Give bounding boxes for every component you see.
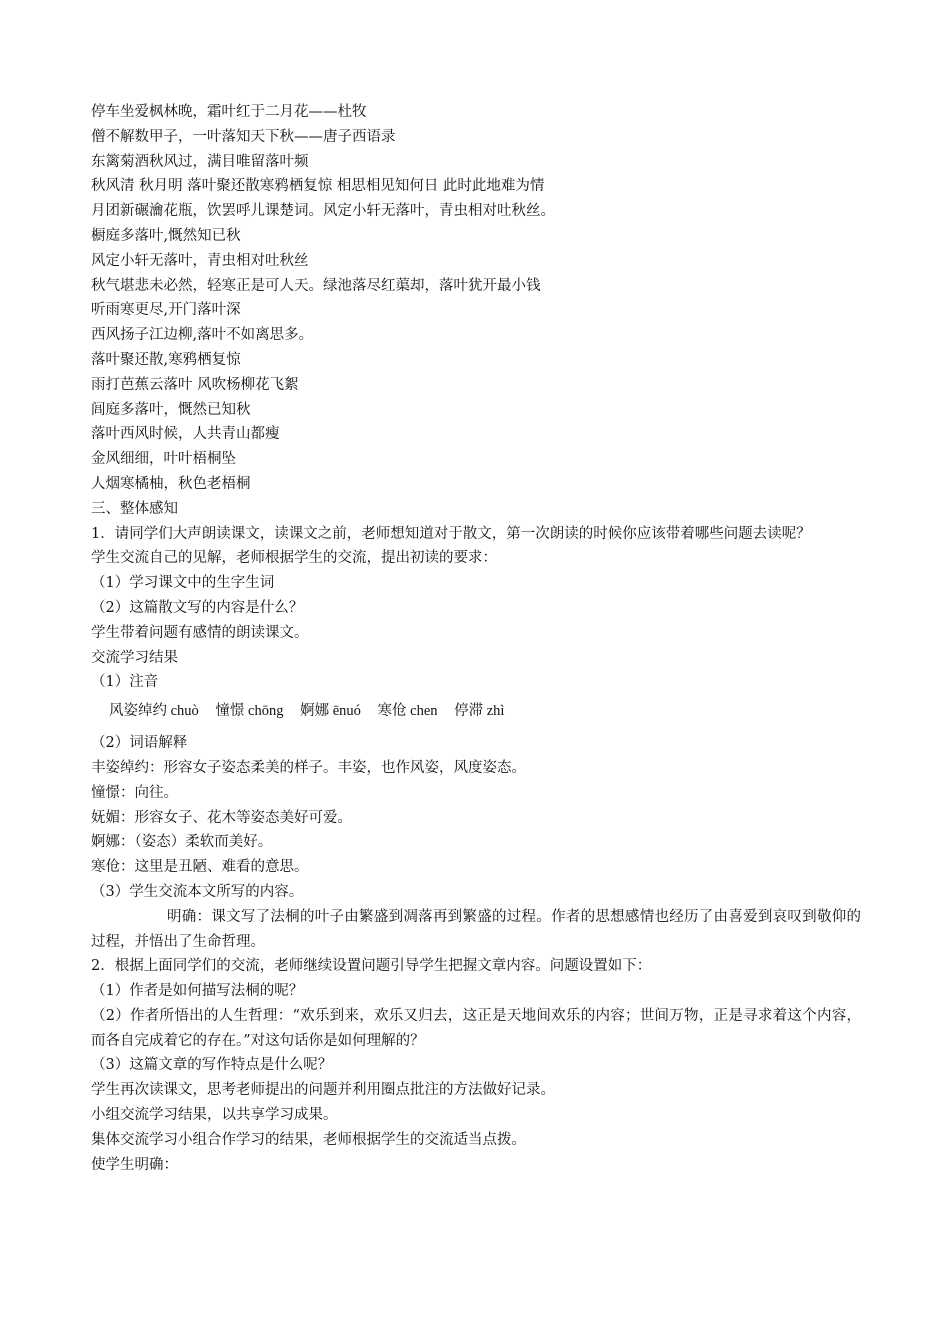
paragraph: 使学生明确： <box>91 1156 178 1173</box>
poem-line: 风定小轩无落叶，青虫相对吐秋丝 <box>91 252 309 269</box>
vocab-item: 寒伧：这里是丑陋、难看的意思。 <box>91 859 309 876</box>
poem-line: 僧不解数甲子，一叶落知天下秋——唐子西语录 <box>91 128 396 145</box>
question-2-1: （1）作者是如何描写法桐的呢？ <box>91 983 304 1000</box>
paragraph: 集体交流学习小组合作学习的结果，老师根据学生的交流适当点拨。 <box>91 1131 526 1148</box>
poem-line: 秋风清 秋月明 落叶聚还散寒鸦栖复惊 相思相见知何日 此时此地难为情 <box>91 178 545 195</box>
poem-line: 听雨寒更尽,开门落叶深 <box>91 302 241 319</box>
poem-line: 秋气堪悲未必然，轻寒正是可人天。绿池落尽红蕖却，落叶犹开最小钱 <box>91 277 541 294</box>
paragraph: 学生再次读课文，思考老师提出的问题并利用圈点批注的方法做好记录。 <box>91 1082 555 1099</box>
paragraph: 小组交流学习结果，以共享学习成果。 <box>91 1107 338 1124</box>
requirement-1: （1）学习课文中的生字生词 <box>91 575 275 592</box>
vocab-item: 妩媚：形容女子、花木等姿态美好可爱。 <box>91 809 352 826</box>
vocab-item: 婀娜：（姿态）柔软而美好。 <box>91 834 273 851</box>
question-1: 1．请同学们大声朗读课文，读课文之前，老师想知道对于散文，第一次朗读的时候你应该带着哪些问题去读呢？ <box>91 525 811 542</box>
question-2-3: （3）这篇文章的写作特点是什么呢？ <box>91 1057 333 1074</box>
poem-line: 东篱菊酒秋风过，满目唯留落叶频 <box>91 153 309 170</box>
pinyin-list <box>91 699 861 725</box>
pinyin-item: 寒伧 chen <box>377 703 438 720</box>
poem-line: 落叶西风时候，人共青山都瘦 <box>91 426 280 443</box>
clarify-paragraph: 明确：课文写了法桐的叶子由繁盛到凋落再到繁盛的过程。作者的思想感情也经历了由喜爱到哀叹到敬仰的过程，并悟出了生命哲理。 <box>91 908 861 950</box>
content-heading: （3）学生交流本文所写的内容。 <box>91 883 304 900</box>
vocab-heading: （2）词语解释 <box>91 735 188 752</box>
pinyin-item: 停滞 zhì <box>454 703 505 720</box>
poem-line: 月团新碾瀹花瓶，饮罢呼儿课楚词。风定小轩无落叶，青虫相对吐秋丝。 <box>91 203 555 220</box>
section-heading: 三、整体感知 <box>91 500 178 517</box>
poem-list <box>91 100 861 497</box>
pinyin-item: 风姿绰约 chuò <box>109 703 199 720</box>
poem-line: 闾庭多落叶，慨然已知秋 <box>91 401 251 418</box>
poem-line: 人烟寒橘柚，秋色老梧桐 <box>91 475 251 492</box>
poem-line: 金风细细，叶叶梧桐坠 <box>91 451 236 468</box>
poem-line: 橱庭多落叶,慨然知已秋 <box>91 227 241 244</box>
requirement-2: （2）这篇散文写的内容是什么？ <box>91 599 304 616</box>
question-2-2: （2）作者所悟出的人生哲理：“欢乐到来，欢乐又归去，这正是天地间欢乐的内容；世间万物，正是寻求着这个内容，而各自完成着它的存在。”对这句话你是如何理解的？ <box>91 1007 861 1049</box>
poem-line: 西风扬子江边柳,落叶不如离思多。 <box>91 327 314 344</box>
poem-line: 雨打芭蕉云落叶 风吹杨柳花飞絮 <box>91 376 299 393</box>
pinyin-item: 憧憬 chōng <box>215 703 284 720</box>
paragraph: 学生带着问题有感情的朗读课文。 <box>91 624 309 641</box>
question-2: 2．根据上面同学们的交流，老师继续设置问题引导学生把握文章内容。问题设置如下： <box>91 958 652 975</box>
poem-line: 停车坐爱枫林晚，霜叶红于二月花——杜牧 <box>91 104 367 120</box>
zhuyin-heading: （1）注音 <box>91 674 159 691</box>
poem-line: 落叶聚还散,寒鸦栖复惊 <box>91 351 241 368</box>
document-body <box>91 100 861 1177</box>
vocab-item: 丰姿绰约：形容女子姿态柔美的样子。丰姿，也作风姿，风度姿态。 <box>91 759 526 776</box>
vocab-item: 憧憬：向往。 <box>91 784 178 801</box>
paragraph: 学生交流自己的见解，老师根据学生的交流，提出初读的要求： <box>91 550 497 567</box>
pinyin-item: 婀娜 ēnuó <box>300 703 361 720</box>
paragraph: 交流学习结果 <box>91 649 178 666</box>
